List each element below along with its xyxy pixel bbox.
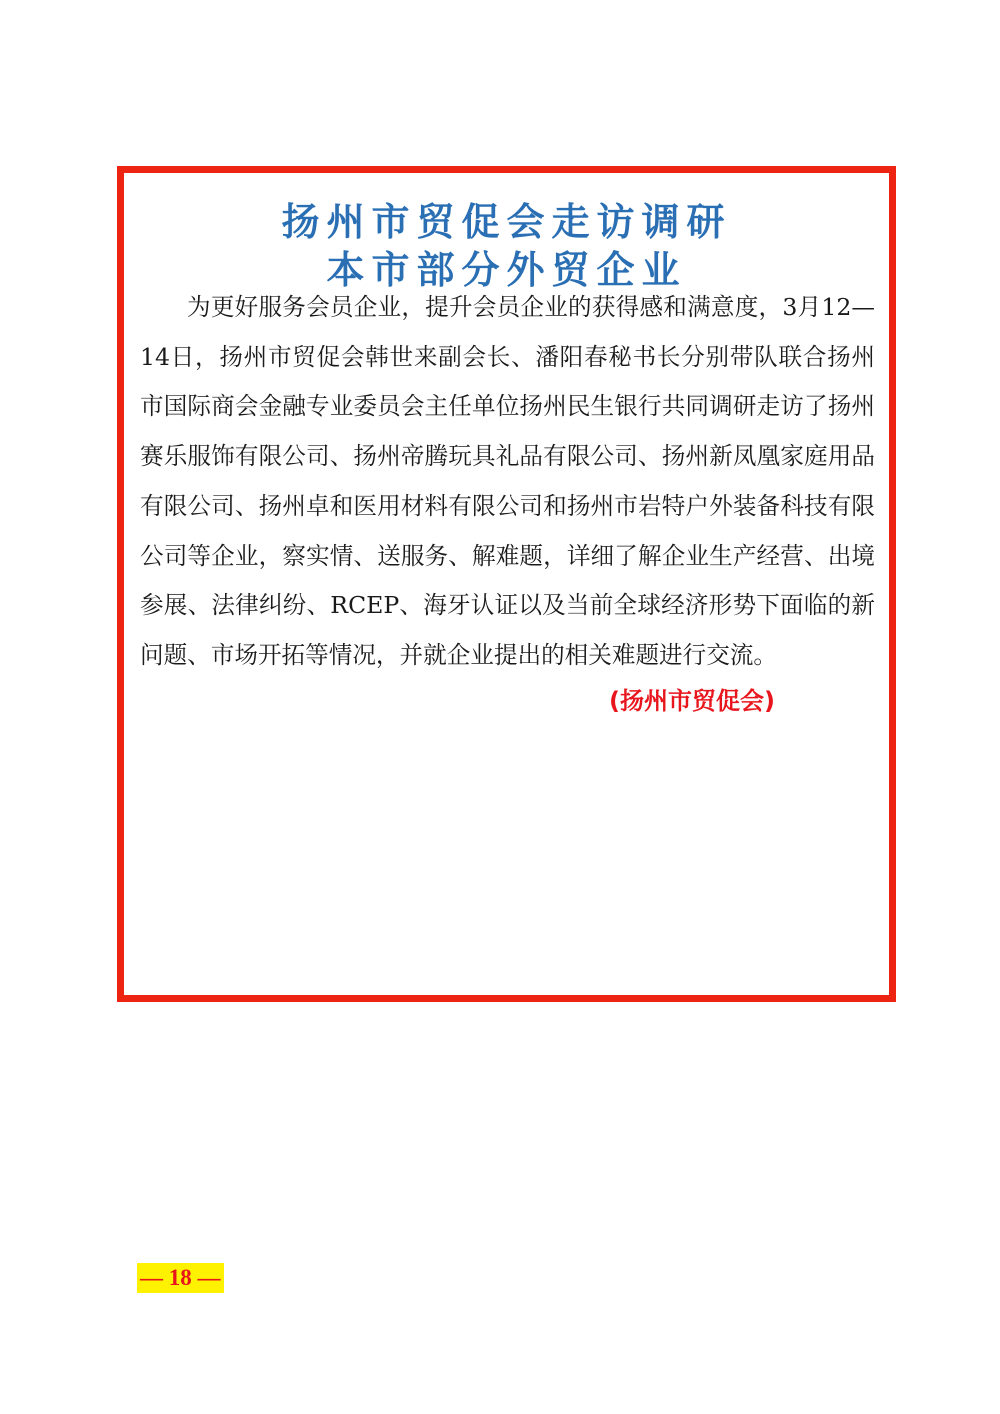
article-source: (扬州市贸促会) — [609, 687, 775, 715]
article-title-line-1: 扬州市贸促会走访调研 — [281, 199, 732, 244]
article-body: 为更好服务会员企业，提升会员企业的获得感和满意度，3月12—14日，扬州市贸促会韩世来副会长、潘阳春秘书长分别带队联合扬州市国际商会金融专业委员会主任单位扬州民生银行共同调研走访了扬州赛乐服饰有限公司、扬州帝腾玩具礼品有限公司、扬州新凤凰家庭用品有限公司、扬州卓和医用材料有限公司和扬州市岩特户外装备科技有限公司等企业，察实情、送服务、解难题，详细了解企业生产经营、出境参展、法律纠纷、RCEP、海牙认证以及当前全球经济形势下面临的新问题、市场开拓等情况，并就企业提出的相关难题进行交流。 — [140, 293, 875, 669]
page-number: — 18 — — [137, 1263, 224, 1293]
article-title-line-2: 本市部分外贸企业 — [326, 247, 687, 292]
page-frame — [117, 166, 896, 1290]
